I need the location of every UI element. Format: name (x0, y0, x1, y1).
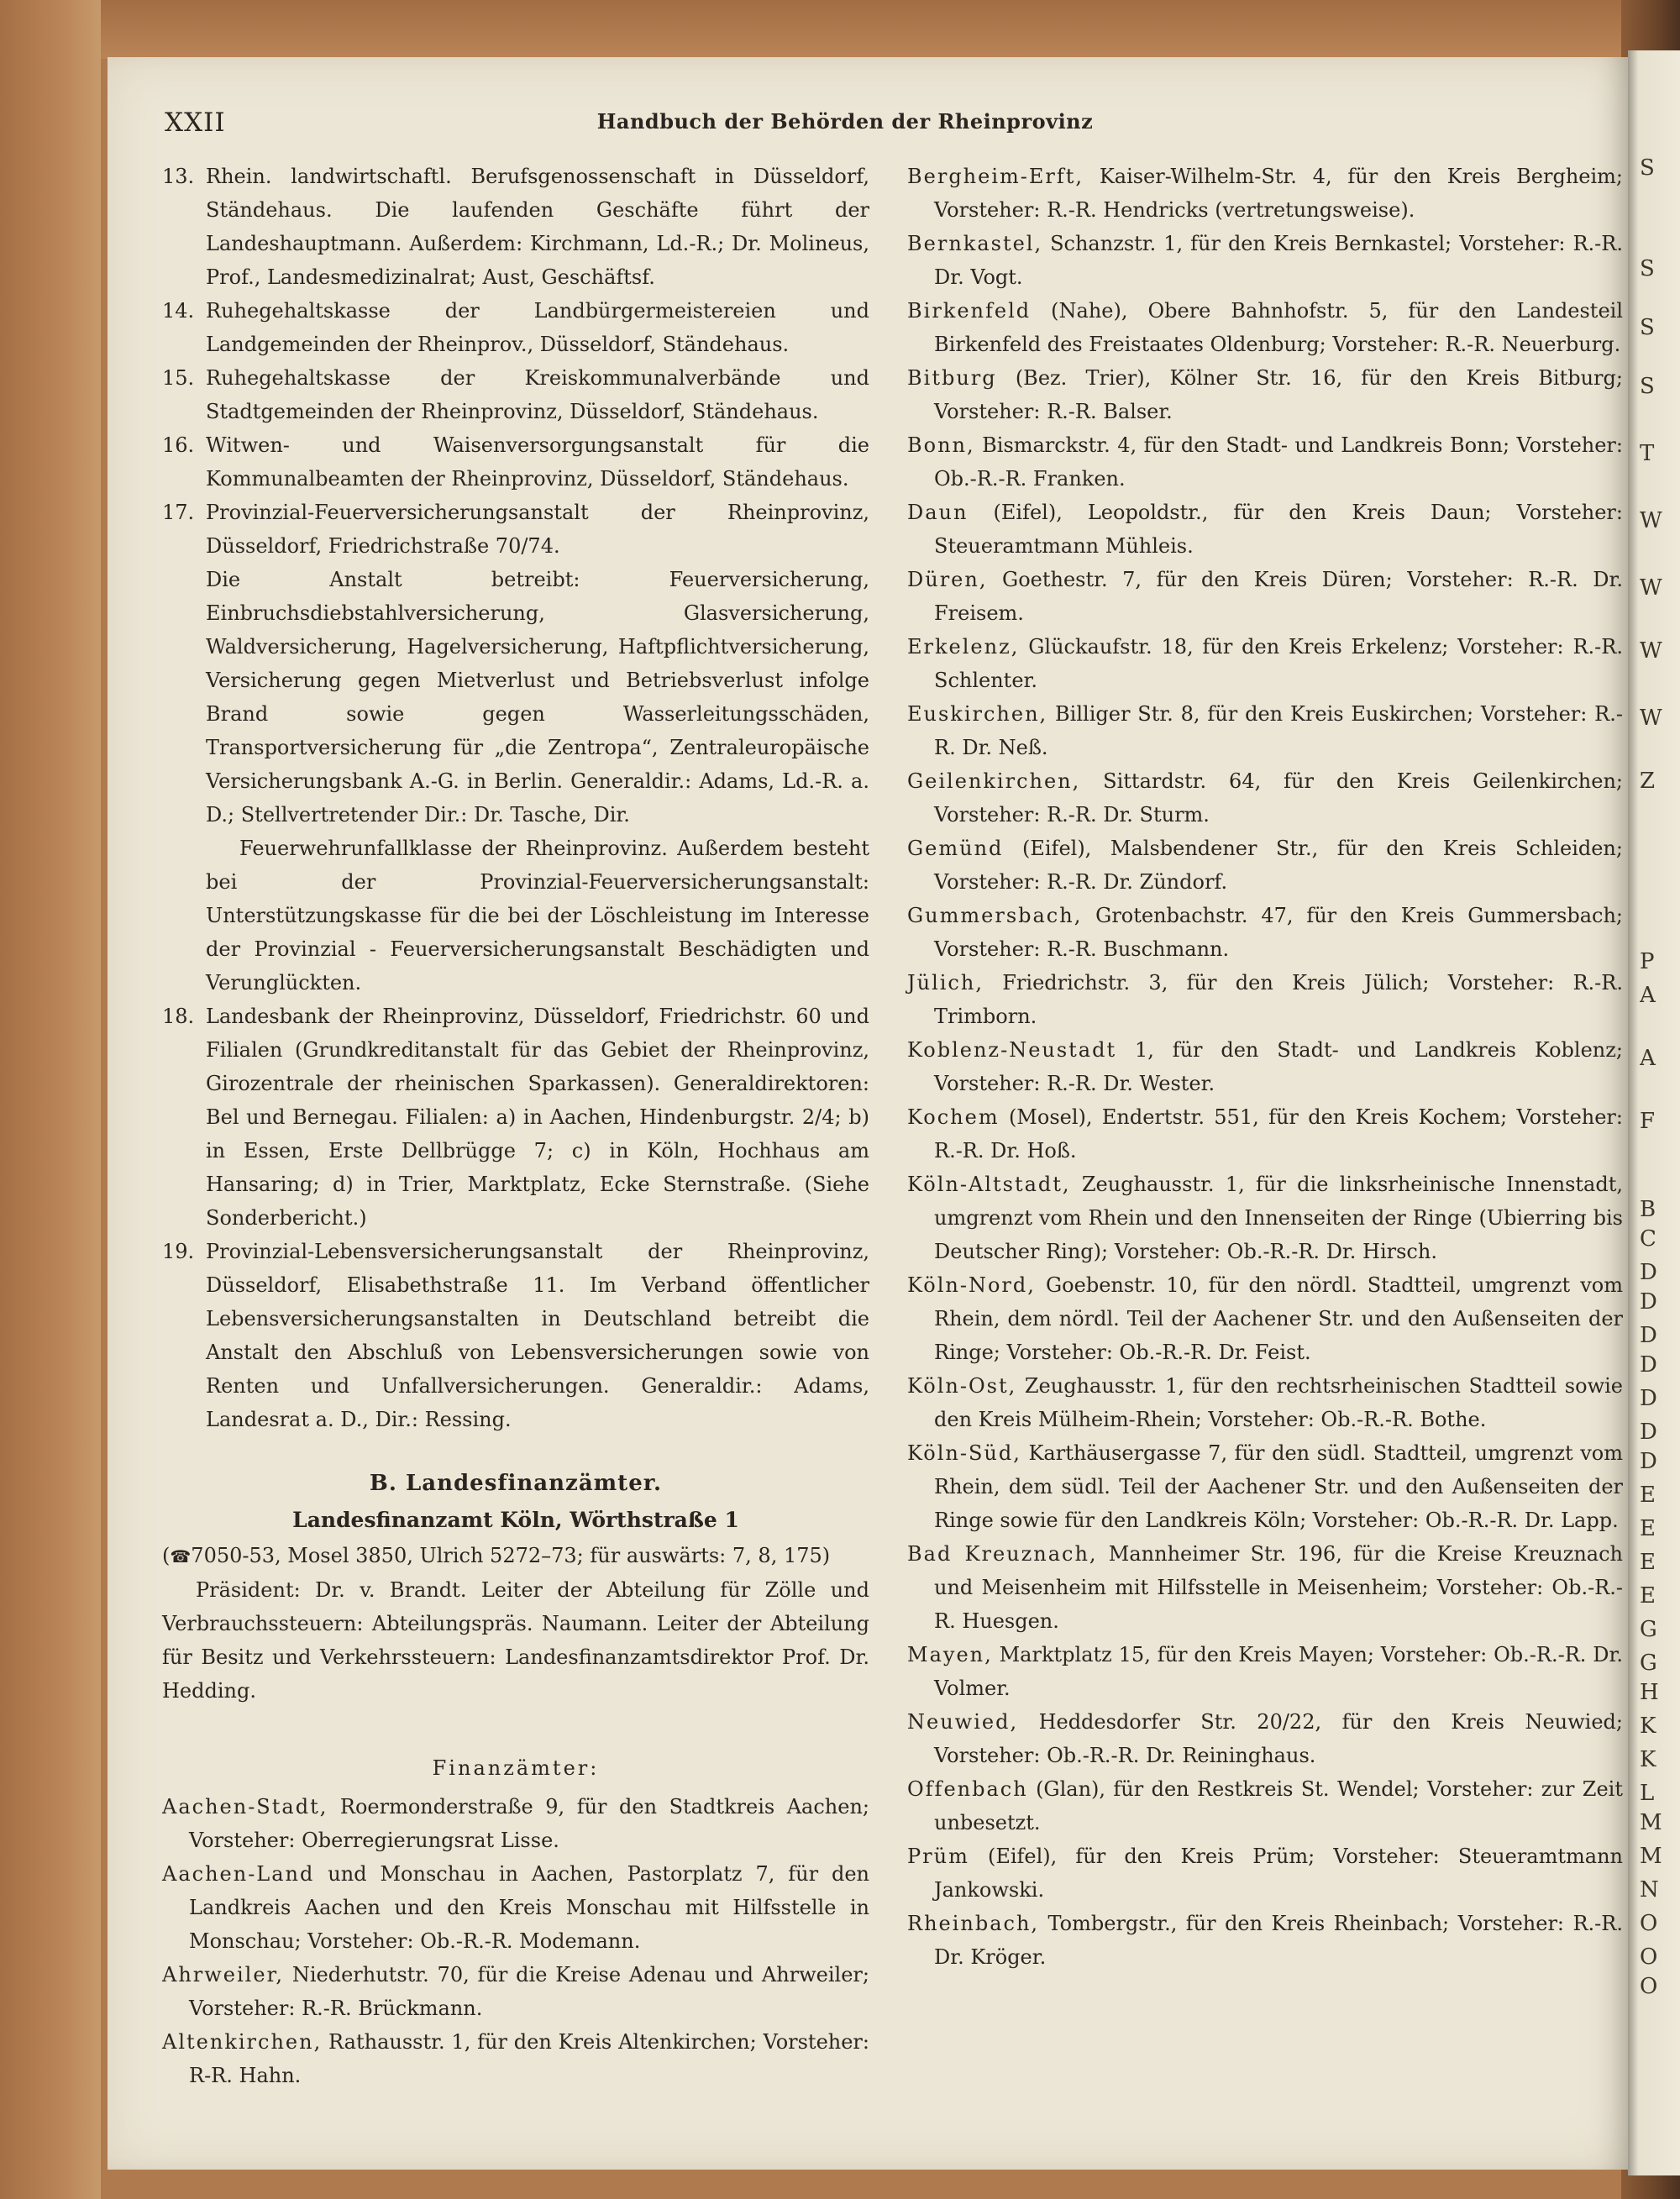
tax-office-entry (907, 160, 1623, 227)
edge-letter: D (1640, 1449, 1657, 1474)
edge-letter: N (1640, 1877, 1659, 1902)
entry-place: Offenbach (907, 1777, 1028, 1801)
tax-office-entry (907, 966, 1623, 1033)
edge-letter: D (1640, 1289, 1657, 1315)
item-number: 18. (162, 1005, 195, 1028)
tax-office-entry (907, 1033, 1623, 1100)
edge-letter: B (1640, 1197, 1656, 1222)
edge-letter: C (1640, 1226, 1656, 1252)
numbered-item (162, 160, 869, 294)
entry-text: Friedrichstr. 3, für den Kreis Jülich; Vorsteher: R.-R. Trimborn. (934, 971, 1623, 1028)
entry-place: Neuwied, (907, 1710, 1019, 1734)
entry-place: Erkelenz, (907, 635, 1020, 659)
edge-letter: E (1640, 1583, 1656, 1609)
entry-text: Marktplatz 15, für den Kreis Mayen; Vorsteher: Ob.-R.-R. Dr. Volmer. (934, 1643, 1623, 1700)
telephone-icon: ☎ (170, 1546, 192, 1567)
tax-office-entry (907, 1907, 1623, 1974)
entry-text: Sittardstr. 64, für den Kreis Geilenkirchen; Vorsteher: R.-R. Dr. Sturm. (934, 769, 1623, 827)
numbered-item (162, 294, 869, 361)
edge-letter: E (1640, 1483, 1656, 1508)
edge-letter: A (1640, 1046, 1656, 1071)
tax-office-entry (907, 1839, 1623, 1907)
tax-office-entry (907, 1537, 1623, 1638)
entry-place: Gemünd (907, 837, 1004, 860)
entry-place: Bergheim-Erft, (907, 165, 1084, 188)
edge-letter: D (1640, 1323, 1657, 1348)
edge-letter: E (1640, 1550, 1656, 1575)
edge-letter: W (1640, 638, 1662, 664)
entry-text: (Mosel), Endertstr. 551, für den Kreis Kochem; Vorsteher: R.-R. Dr. Hoß. (934, 1105, 1623, 1162)
entry-place: Köln-Ost, (907, 1374, 1017, 1398)
entry-text: Grotenbachstr. 47, für den Kreis Gummersbach; Vorsteher: R.-R. Buschmann. (934, 904, 1623, 961)
office-body (162, 1539, 869, 1573)
entry-text: (Glan), für den Restkreis St. Wendel; Vorsteher: zur Zeit unbesetzt. (934, 1777, 1623, 1834)
edge-letter: G (1640, 1651, 1657, 1676)
item-text: Landesbank der Rheinprovinz, Düsseldorf, Friedrichstr. 60 und Filialen (Grundkreditanstalt für das Gebiet der Rheinprovinz, Girozentrale der rheinischen Sparkassen). Generaldirektoren: Bel und Bernegau. Filialen: a) in Aachen, Hindenburgstr. 2/4; b) in Essen, Erste Dellbrügge 7; c) in Köln, Hochhaus am Hansaring; d) in Trier, Marktplatz, Ecke Sternstraße. (Siehe Sonderbericht.) (206, 1005, 869, 1230)
edge-letter: Z (1640, 769, 1656, 794)
edge-letter: H (1640, 1680, 1659, 1705)
entry-text: (Eifel), Leopoldstr., für den Kreis Daun; Vorsteher: Steueramtmann Mühleis. (934, 501, 1623, 558)
item-number: 19. (162, 1240, 195, 1263)
edge-letter: S (1640, 315, 1655, 340)
entry-text: Schanzstr. 1, für den Kreis Bernkastel; Vorsteher: R.-R. Dr. Vogt. (934, 232, 1623, 289)
entry-text: Bismarckstr. 4, für den Stadt- und Landkreis Bonn; Vorsteher: Ob.-R.-R. Franken. (934, 433, 1623, 491)
entry-place: Köln-Nord, (907, 1273, 1036, 1297)
numbered-item (162, 428, 869, 496)
entry-text: Glückaufstr. 18, für den Kreis Erkelenz; Vorsteher: R.-R. Schlenter. (934, 635, 1623, 692)
entry-place: Köln-Süd, (907, 1441, 1021, 1465)
entry-place: Kochem (907, 1105, 1000, 1129)
numbered-item (162, 361, 869, 428)
page-number: XXII (165, 108, 226, 138)
left-column (162, 160, 869, 2092)
edge-letter: E (1640, 1516, 1656, 1541)
item-text: Ruhegehaltskasse der Kreiskommunalverbände und Stadtgemeinden der Rheinprovinz, Düsseldorf, Ständehaus. (206, 366, 869, 423)
edge-letter: D (1640, 1386, 1657, 1411)
page-header (165, 108, 1525, 141)
entry-text: (Nahe), Obere Bahnhofstr. 5, für den Landesteil Birkenfeld des Freistaates Oldenburg; Vorsteher: R.-R. Neuerburg. (934, 299, 1623, 356)
tax-office-entry (907, 630, 1623, 697)
item-number: 13. (162, 165, 195, 188)
entry-text: (Eifel), Malsbendener Str., für den Kreis Schleiden; Vorsteher: R.-R. Dr. Zündorf. (934, 837, 1623, 894)
entry-text: Billiger Str. 8, für den Kreis Euskirchen; Vorsteher: R.-R. Dr. Neß. (934, 702, 1623, 759)
entry-place: Koblenz-Neustadt (907, 1038, 1117, 1062)
edge-letter: A (1640, 983, 1656, 1008)
tax-office-entry (907, 1100, 1623, 1168)
entry-text: Goebenstr. 10, für den nördl. Stadtteil, umgrenzt vom Rhein, dem nördl. Teil der Aachener Str. und den Außenseiten der Ringe; Vorsteher: Ob.-R.-R. Dr. Feist. (934, 1273, 1623, 1364)
item-text: Provinzial-Lebensversicherungsanstalt der Rheinprovinz, Düsseldorf, Elisabethstraße 11. Im Verband öffentlicher Lebensversicherungsanstalten in Deutschland betreibt die Anstalt den Abschluß von Lebensversicherungen sowie von Renten und Unfallversicherungen. Generaldir.: Adams, Landesrat a. D., Dir.: Ressing. (206, 1240, 869, 1431)
book-cover-top (0, 0, 1680, 59)
entry-text: (Bez. Trier), Kölner Str. 16, für den Kreis Bitburg; Vorsteher: R.-R. Balser. (934, 366, 1623, 423)
item-number: 16. (162, 433, 195, 457)
edge-letter: W (1640, 508, 1662, 533)
tax-office-entry (162, 1857, 869, 1958)
edge-letter: W (1640, 575, 1662, 601)
entry-text: Karthäusergasse 7, für den südl. Stadtteil, umgrenzt vom Rhein, dem südl. Teil der Aachener Str. und den Außenseiten der Ringe sowie für den Landkreis Köln; Vorsteher: Ob.-R.-R. Dr. Lapp. (934, 1441, 1623, 1532)
office-text: Präsident: Dr. v. Brandt. Leiter der Abteilung für Zölle und Verbrauchssteuern: Abteilungspräs. Naumann. Leiter der Abteilung für Besitz und Verkehrssteuern: Landesfinanzamtsdirektor Prof. Dr. Hedding. (162, 1578, 869, 1703)
edge-letter: S (1640, 374, 1655, 399)
entry-place: Bernkastel, (907, 232, 1043, 255)
entry-place: Euskirchen, (907, 702, 1048, 726)
tax-office-entry (907, 1168, 1623, 1268)
entry-place: Mayen, (907, 1643, 993, 1666)
entry-text: Roermonderstraße 9, für den Stadtkreis Aachen; Vorsteher: Oberregierungsrat Lisse. (189, 1795, 869, 1852)
tax-office-entry (162, 2025, 869, 2092)
finanzaemter-title: Finanzämter: (432, 1756, 600, 1780)
tax-office-entry (162, 1958, 869, 2025)
item-number: 15. (162, 366, 195, 390)
entry-text: 1, für den Stadt- und Landkreis Koblenz; Vorsteher: R.-R. Dr. Wester. (934, 1038, 1623, 1095)
entry-place: Aachen-Stadt, (162, 1795, 328, 1819)
entry-text: und Monschau in Aachen, Pastorplatz 7, für den Landkreis Aachen und den Kreis Monschau mit Hilfsstelle in Monschau; Vorsteher: Ob.-R.-R. Modemann. (189, 1862, 869, 1953)
entry-place: Ahrweiler, (162, 1963, 285, 1986)
entry-place: Bad Kreuznach, (907, 1542, 1098, 1566)
entry-place: Gummersbach, (907, 904, 1083, 927)
edge-letter: T (1640, 441, 1655, 466)
edge-letter: S (1640, 155, 1655, 181)
entry-text: Tombergstr., für den Kreis Rheinbach; Vorsteher: R.-R. Dr. Kröger. (934, 1912, 1623, 1969)
edge-letter: D (1640, 1420, 1657, 1445)
tax-office-entry (907, 1772, 1623, 1839)
edge-letter: L (1640, 1781, 1655, 1806)
entry-text: Zeughausstr. 1, für den rechtsrheinischen Stadtteil sowie den Kreis Mülheim-Rhein; Vorsteher: Ob.-R.-R. Bothe. (934, 1374, 1623, 1431)
entry-place: Aachen-Land (162, 1862, 315, 1886)
tax-office-entry (907, 227, 1623, 294)
book-cover-left (0, 0, 101, 2199)
entry-place: Daun (907, 501, 969, 524)
running-title: Handbuch der Behörden der Rheinprovinz (596, 109, 1094, 134)
entry-text: Niederhutstr. 70, für die Kreise Adenau und Ahrweiler; Vorsteher: R.-R. Brückmann. (189, 1963, 869, 2020)
edge-letter: P (1640, 949, 1655, 974)
entry-place: Düren, (907, 568, 988, 591)
entry-text: Kaiser-Wilhelm-Str. 4, für den Kreis Bergheim; Vorsteher: R.-R. Hendricks (vertretungsweise). (934, 165, 1623, 222)
tax-office-entry (907, 697, 1623, 764)
tax-office-entry (907, 1268, 1623, 1369)
tax-office-entry (907, 899, 1623, 966)
numbered-item (162, 1000, 869, 1235)
item-number: 17. (162, 501, 195, 524)
office-phone: 7050-53, Mosel 3850, Ulrich 5272–73; für auswärts: 7, 8, 175) (191, 1544, 831, 1567)
entry-place: Prüm (907, 1845, 969, 1868)
edge-letter: M (1640, 1810, 1662, 1835)
entry-place: Geilenkirchen, (907, 769, 1081, 793)
entry-place: Bitburg (907, 366, 997, 390)
edge-letter: S (1640, 256, 1655, 281)
edge-letter: K (1640, 1714, 1656, 1739)
item-extra-text: Die Anstalt betreibt: Feuerversicherung, Einbruchsdiebstahlversicherung, Glasversicherung, Waldversicherung, Hagelversicherung, Haftpflichtversicherung, Versicherung gegen Mietverlust und Betriebsverlust infolge Brand sowie gegen Wasserleitungsschäden, Transportversicherung für „die Zentropa“, Zentraleuropäische Versicherungsbank A.-G. in Berlin. Generaldir.: Adams, Ld.-R. a. D.; Stellvertretender Dir.: Dr. Tasche, Dir. (206, 568, 869, 827)
edge-letter: D (1640, 1352, 1657, 1378)
entry-text: (Eifel), für den Kreis Prüm; Vorsteher: Steueramtmann Jankowski. (934, 1845, 1623, 1902)
tax-office-entry (162, 1790, 869, 1857)
entry-place: Birkenfeld (907, 299, 1032, 323)
edge-letter: W (1640, 706, 1662, 731)
edge-letter: G (1640, 1617, 1657, 1642)
tax-office-entry (907, 428, 1623, 496)
tax-office-entry (907, 361, 1623, 428)
next-page-edge (1628, 50, 1680, 2175)
edge-letter: D (1640, 1260, 1657, 1285)
item-text: Rhein. landwirtschaftl. Berufsgenossenschaft in Düsseldorf, Ständehaus. Die laufenden Geschäfte führt der Landeshauptmann. Außerdem: Kirchmann, Ld.-R.; Dr. Molineus, Prof., Landesmedizinalrat; Aust, Geschäftsf. (206, 165, 869, 289)
edge-letter: O (1640, 1944, 1658, 1970)
tax-office-entry (907, 1705, 1623, 1772)
office-title: Landesfinanzamt Köln, Wörthstraße 1 (292, 1508, 739, 1532)
entry-text: Zeughausstr. 1, für die linksrheinische Innenstadt, umgrenzt vom Rhein und den Innenseiten der Ringe (Ubierring bis Deutscher Ring); Vorsteher: Ob.-R.-R. Dr. Hirsch. (934, 1173, 1623, 1263)
item-number: 14. (162, 299, 195, 323)
edge-letter: O (1640, 1974, 1658, 1999)
section-title: B. Landesfinanzämter. (369, 1471, 663, 1496)
tax-office-entry (907, 1638, 1623, 1705)
entry-text: Goethestr. 7, für den Kreis Düren; Vorsteher: R.-R. Dr. Freisem. (934, 568, 1624, 625)
entry-place: Köln-Altstadt, (907, 1173, 1071, 1196)
numbered-item (162, 1235, 869, 1436)
phone-prefix: ( (162, 1544, 171, 1567)
item-text: Provinzial-Feuerversicherungsanstalt der Rheinprovinz, Düsseldorf, Friedrichstraße 70/74. (206, 501, 869, 558)
entry-text: Heddesdorfer Str. 20/22, für den Kreis Neuwied; Vorsteher: Ob.-R.-R. Dr. Reininghaus. (934, 1710, 1623, 1767)
entry-place: Jülich, (907, 971, 984, 995)
entry-text: Rathausstr. 1, für den Kreis Altenkirchen; Vorsteher: R-R. Hahn. (189, 2030, 869, 2087)
entry-place: Rheinbach, (907, 1912, 1040, 1935)
edge-letter: F (1640, 1109, 1656, 1134)
right-column (907, 160, 1623, 1974)
edge-letter: M (1640, 1844, 1662, 1869)
item-extra-text: Feuerwehrunfallklasse der Rheinprovinz. Außerdem besteht bei der Provinzial-Feuerversicherungsanstalt: Unterstützungskasse für die bei der Löschleistung im Interesse der Provinzial - Feuerversicherungsanstalt Beschädigten und Verunglückten. (206, 837, 869, 995)
office-phone-line (162, 1539, 869, 1573)
item-text: Witwen- und Waisenversorgungsanstalt für die Kommunalbeamten der Rheinprovinz, Düsseldorf, Ständehaus. (206, 433, 869, 491)
tax-office-entry (907, 563, 1623, 630)
edge-letter: O (1640, 1911, 1658, 1936)
numbered-item (162, 496, 869, 1000)
tax-office-entry (907, 764, 1623, 832)
entry-text: Mannheimer Str. 196, für die Kreise Kreuznach und Meisenheim mit Hilfsstelle in Meisenheim; Vorsteher: Ob.-R.-R. Huesgen. (934, 1542, 1623, 1633)
entry-place: Altenkirchen, (162, 2030, 323, 2054)
edge-letter: K (1640, 1747, 1656, 1772)
tax-office-entry (907, 496, 1623, 563)
item-text: Ruhegehaltskasse der Landbürgermeistereien und Landgemeinden der Rheinprov., Düsseldorf, Ständehaus. (206, 299, 869, 356)
tax-office-entry (907, 1369, 1623, 1436)
entry-place: Bonn, (907, 433, 975, 457)
tax-office-entry (907, 294, 1623, 361)
tax-office-entry (907, 832, 1623, 899)
tax-office-entry (907, 1436, 1623, 1537)
